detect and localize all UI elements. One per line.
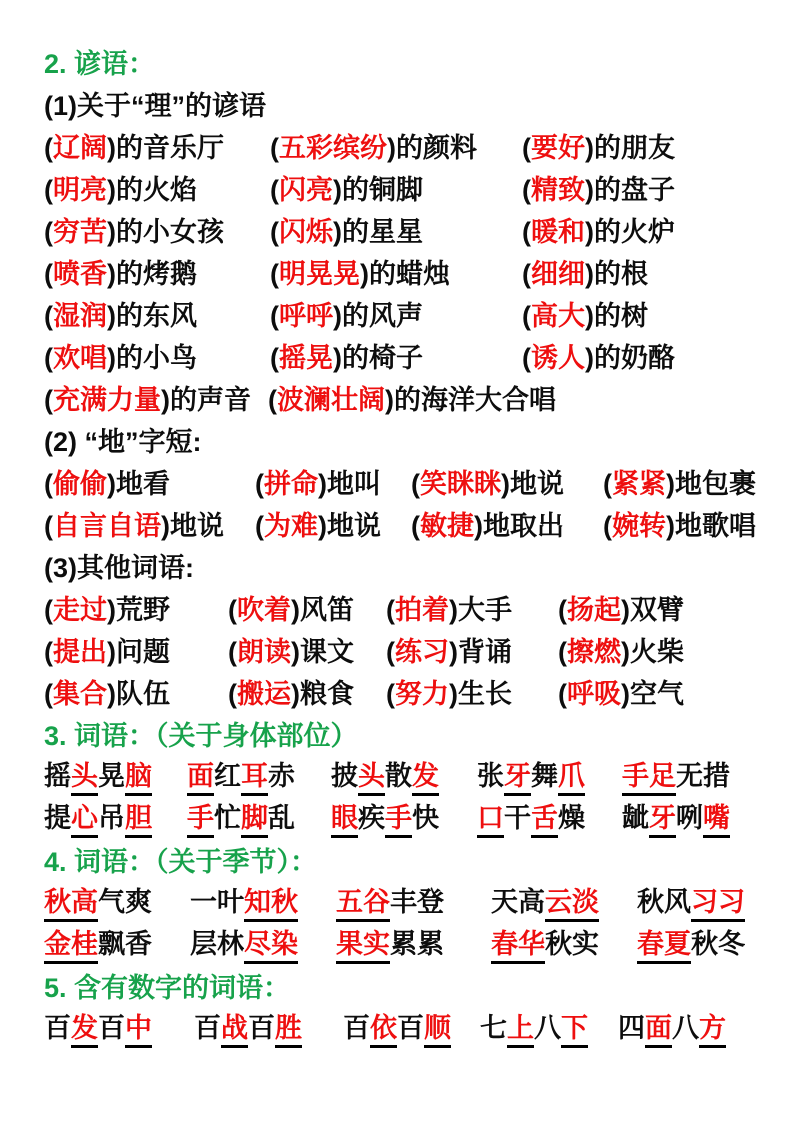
- word-item: 百依百顺: [343, 1006, 480, 1047]
- subsection-title: (2) “地”字短:: [44, 426, 202, 457]
- highlight-char: 依: [370, 1014, 397, 1047]
- word-item: 龇牙咧嘴: [622, 796, 775, 837]
- word-item: 春华秋实: [491, 922, 637, 963]
- highlight-char: 发: [412, 762, 439, 795]
- word-item: 张牙舞爪: [477, 754, 622, 795]
- word-item: (自言自语)地说: [44, 510, 224, 541]
- highlight-char: 云: [545, 888, 572, 921]
- highlight-word: 吹着: [237, 594, 291, 625]
- highlight-word: 自言自语: [53, 510, 161, 541]
- highlight-char: 秋: [271, 888, 298, 921]
- highlight-char: 发: [71, 1014, 98, 1047]
- highlight-word: 呼吸: [567, 678, 621, 709]
- highlight-word: 搬运: [237, 678, 291, 709]
- highlight-char: 春: [637, 930, 664, 963]
- word-item: (暖和)的火炉: [522, 216, 675, 247]
- highlight-char: 华: [518, 930, 545, 963]
- highlight-char: 脑: [125, 762, 152, 795]
- highlight-word: 诱人: [531, 342, 585, 373]
- highlight-word: 为难: [264, 510, 318, 541]
- highlight-word: 要好: [531, 132, 585, 163]
- highlight-char: 牙: [649, 804, 676, 837]
- word-item: (拼命)地叫: [255, 468, 381, 499]
- word-item: (高大)的树: [522, 300, 648, 331]
- word-item: 手忙脚乱: [187, 796, 331, 837]
- word-item: (朗读)课文: [228, 636, 354, 667]
- word-row: [44, 880, 775, 922]
- word-item: (波澜壮阔)的海洋大合唱: [268, 384, 556, 415]
- word-row: [44, 334, 775, 376]
- word-item: 春夏秋冬: [637, 922, 775, 963]
- word-item: 口干舌燥: [477, 796, 622, 837]
- highlight-word: 暖和: [531, 216, 585, 247]
- word-item: (提出)问题: [44, 636, 170, 667]
- word-item: (笑眯眯)地说: [411, 468, 564, 499]
- highlight-char: 知: [244, 888, 271, 921]
- highlight-word: 高大: [531, 300, 585, 331]
- word-item: (欢唱)的小鸟: [44, 342, 197, 373]
- highlight-char: 眼: [331, 804, 358, 837]
- word-item: (辽阔)的音乐厅: [44, 132, 224, 163]
- highlight-word: 努力: [395, 678, 449, 709]
- highlight-char: 耳: [241, 762, 268, 795]
- highlight-char: 淡: [572, 888, 599, 921]
- word-item: (闪烁)的星星: [270, 216, 423, 247]
- highlight-word: 集合: [53, 678, 107, 709]
- word-item: (扬起)双臂: [558, 594, 684, 625]
- highlight-word: 明晃晃: [279, 258, 360, 289]
- word-item: 四面八方: [618, 1006, 775, 1047]
- highlight-char: 顺: [424, 1014, 451, 1047]
- highlight-word: 精致: [531, 174, 585, 205]
- word-item: (喷香)的烤鹅: [44, 258, 197, 289]
- word-item: (婉转)地歌唱: [603, 510, 756, 541]
- word-row: [44, 922, 775, 964]
- highlight-word: 拼命: [264, 468, 318, 499]
- word-row: [44, 586, 775, 628]
- word-item: (摇晃)的椅子: [270, 342, 423, 373]
- word-row: [44, 502, 775, 544]
- word-item: 手足无措: [622, 754, 775, 795]
- word-item: (明晃晃)的蜡烛: [270, 258, 450, 289]
- word-item: 面红耳赤: [187, 754, 331, 795]
- highlight-word: 朗读: [237, 636, 291, 667]
- highlight-char: 牙: [504, 762, 531, 795]
- highlight-word: 紧紧: [612, 468, 666, 499]
- highlight-char: 秋: [44, 888, 71, 921]
- word-item: 果实累累: [336, 922, 491, 963]
- highlight-char: 桂: [71, 930, 98, 963]
- highlight-char: 头: [358, 762, 385, 795]
- highlight-word: 扬起: [567, 594, 621, 625]
- highlight-char: 口: [477, 804, 504, 837]
- word-item: 金桂飘香: [44, 922, 190, 963]
- word-row: [44, 376, 775, 418]
- subsection-title: (1)关于“理”的谚语: [44, 90, 266, 121]
- word-item: 层林尽染: [190, 922, 336, 963]
- highlight-word: 穷苦: [53, 216, 107, 247]
- highlight-word: 练习: [395, 636, 449, 667]
- word-item: (呼吸)空气: [558, 678, 684, 709]
- section-heading: 3. 词语：（关于身体部位）: [44, 720, 358, 751]
- word-item: (精致)的盘子: [522, 174, 675, 205]
- highlight-char: 高: [71, 888, 98, 921]
- highlight-char: 手: [187, 804, 214, 837]
- word-row: [44, 754, 775, 796]
- word-item: (要好)的朋友: [522, 132, 675, 163]
- word-item: (明亮)的火焰: [44, 174, 197, 205]
- subsection-title: (3)其他词语:: [44, 552, 194, 583]
- highlight-word: 拍着: [395, 594, 449, 625]
- highlight-word: 擦燃: [567, 636, 621, 667]
- highlight-char: 手: [622, 762, 649, 795]
- highlight-char: 果: [336, 930, 363, 963]
- highlight-char: 实: [363, 930, 390, 963]
- highlight-word: 笑眯眯: [420, 468, 501, 499]
- word-item: (练习)背诵: [386, 636, 512, 667]
- word-item: (湿润)的东风: [44, 300, 197, 331]
- highlight-word: 辽阔: [53, 132, 107, 163]
- highlight-char: 足: [649, 762, 676, 795]
- word-item: 五谷丰登: [336, 880, 491, 921]
- word-row: [44, 670, 775, 712]
- section-heading: 4. 词语：（关于季节）：: [44, 846, 318, 877]
- highlight-word: 湿润: [53, 300, 107, 331]
- word-item: 百战百胜: [194, 1006, 343, 1047]
- highlight-word: 充满力量: [53, 384, 161, 415]
- word-item: 眼疾手快: [331, 796, 477, 837]
- highlight-char: 舌: [531, 804, 558, 837]
- word-item: (细细)的根: [522, 258, 648, 289]
- section-heading: 2. 谚语：: [44, 48, 156, 79]
- highlight-word: 提出: [53, 636, 107, 667]
- word-row: [44, 208, 775, 250]
- highlight-char: 春: [491, 930, 518, 963]
- highlight-char: 面: [645, 1014, 672, 1047]
- highlight-char: 方: [699, 1014, 726, 1047]
- highlight-word: 闪亮: [279, 174, 333, 205]
- word-item: (紧紧)地包裹: [603, 468, 756, 499]
- highlight-char: 心: [71, 804, 98, 837]
- word-item: (敏捷)地取出: [411, 510, 564, 541]
- highlight-char: 习: [691, 888, 718, 921]
- highlight-char: 嘴: [703, 804, 730, 837]
- word-item: (闪亮)的铜脚: [270, 174, 423, 205]
- word-item: 七上八下: [480, 1006, 618, 1047]
- highlight-word: 闪烁: [279, 216, 333, 247]
- word-item: (搬运)粮食: [228, 678, 354, 709]
- word-item: (集合)队伍: [44, 678, 170, 709]
- word-item: (五彩缤纷)的颜料: [270, 132, 477, 163]
- word-row: [44, 460, 775, 502]
- highlight-word: 喷香: [53, 258, 107, 289]
- highlight-char: 谷: [363, 888, 390, 921]
- highlight-char: 五: [336, 888, 363, 921]
- highlight-char: 下: [561, 1014, 588, 1047]
- word-item: 天高云淡: [491, 880, 637, 921]
- highlight-char: 金: [44, 930, 71, 963]
- highlight-char: 面: [187, 762, 214, 795]
- word-item: (拍着)大手: [386, 594, 512, 625]
- word-row: [44, 166, 775, 208]
- highlight-word: 摇晃: [279, 342, 333, 373]
- word-item: 秋高气爽: [44, 880, 190, 921]
- word-item: (充满力量)的声音: [44, 384, 251, 415]
- highlight-char: 夏: [664, 930, 691, 963]
- highlight-char: 习: [718, 888, 745, 921]
- word-item: 摇头晃脑: [44, 754, 187, 795]
- highlight-word: 波澜壮阔: [277, 384, 385, 415]
- highlight-char: 上: [507, 1014, 534, 1047]
- highlight-char: 爪: [558, 762, 585, 795]
- word-item: (为难)地说: [255, 510, 381, 541]
- highlight-word: 婉转: [612, 510, 666, 541]
- word-item: (走过)荒野: [44, 594, 170, 625]
- word-item: 一叶知秋: [190, 880, 336, 921]
- word-row: [44, 292, 775, 334]
- highlight-word: 细细: [531, 258, 585, 289]
- word-row: [44, 250, 775, 292]
- word-item: 提心吊胆: [44, 796, 187, 837]
- highlight-char: 中: [125, 1014, 152, 1047]
- highlight-word: 欢唱: [53, 342, 107, 373]
- section-heading: 5. 含有数字的词语：: [44, 972, 291, 1003]
- highlight-word: 呼呼: [279, 300, 333, 331]
- highlight-char: 脚: [241, 804, 268, 837]
- word-item: (呼呼)的风声: [270, 300, 423, 331]
- highlight-char: 胜: [275, 1014, 302, 1047]
- highlight-char: 尽: [244, 930, 271, 963]
- word-row: [44, 796, 775, 838]
- word-item: 秋风习习: [637, 880, 775, 921]
- word-item: (诱人)的奶酪: [522, 342, 675, 373]
- word-row: [44, 124, 775, 166]
- highlight-char: 胆: [125, 804, 152, 837]
- word-row: [44, 628, 775, 670]
- highlight-word: 五彩缤纷: [279, 132, 387, 163]
- highlight-char: 手: [385, 804, 412, 837]
- highlight-char: 头: [71, 762, 98, 795]
- highlight-word: 明亮: [53, 174, 107, 205]
- highlight-word: 偷偷: [53, 468, 107, 499]
- word-item: (擦燃)火柴: [558, 636, 684, 667]
- word-item: (吹着)风笛: [228, 594, 354, 625]
- highlight-char: 染: [271, 930, 298, 963]
- highlight-char: 战: [221, 1014, 248, 1047]
- highlight-word: 走过: [53, 594, 107, 625]
- word-row: [44, 1006, 775, 1048]
- word-item: (偷偷)地看: [44, 468, 170, 499]
- word-item: (穷苦)的小女孩: [44, 216, 224, 247]
- word-item: 披头散发: [331, 754, 477, 795]
- highlight-word: 敏捷: [420, 510, 474, 541]
- word-item: 百发百中: [44, 1006, 194, 1047]
- word-item: (努力)生长: [386, 678, 512, 709]
